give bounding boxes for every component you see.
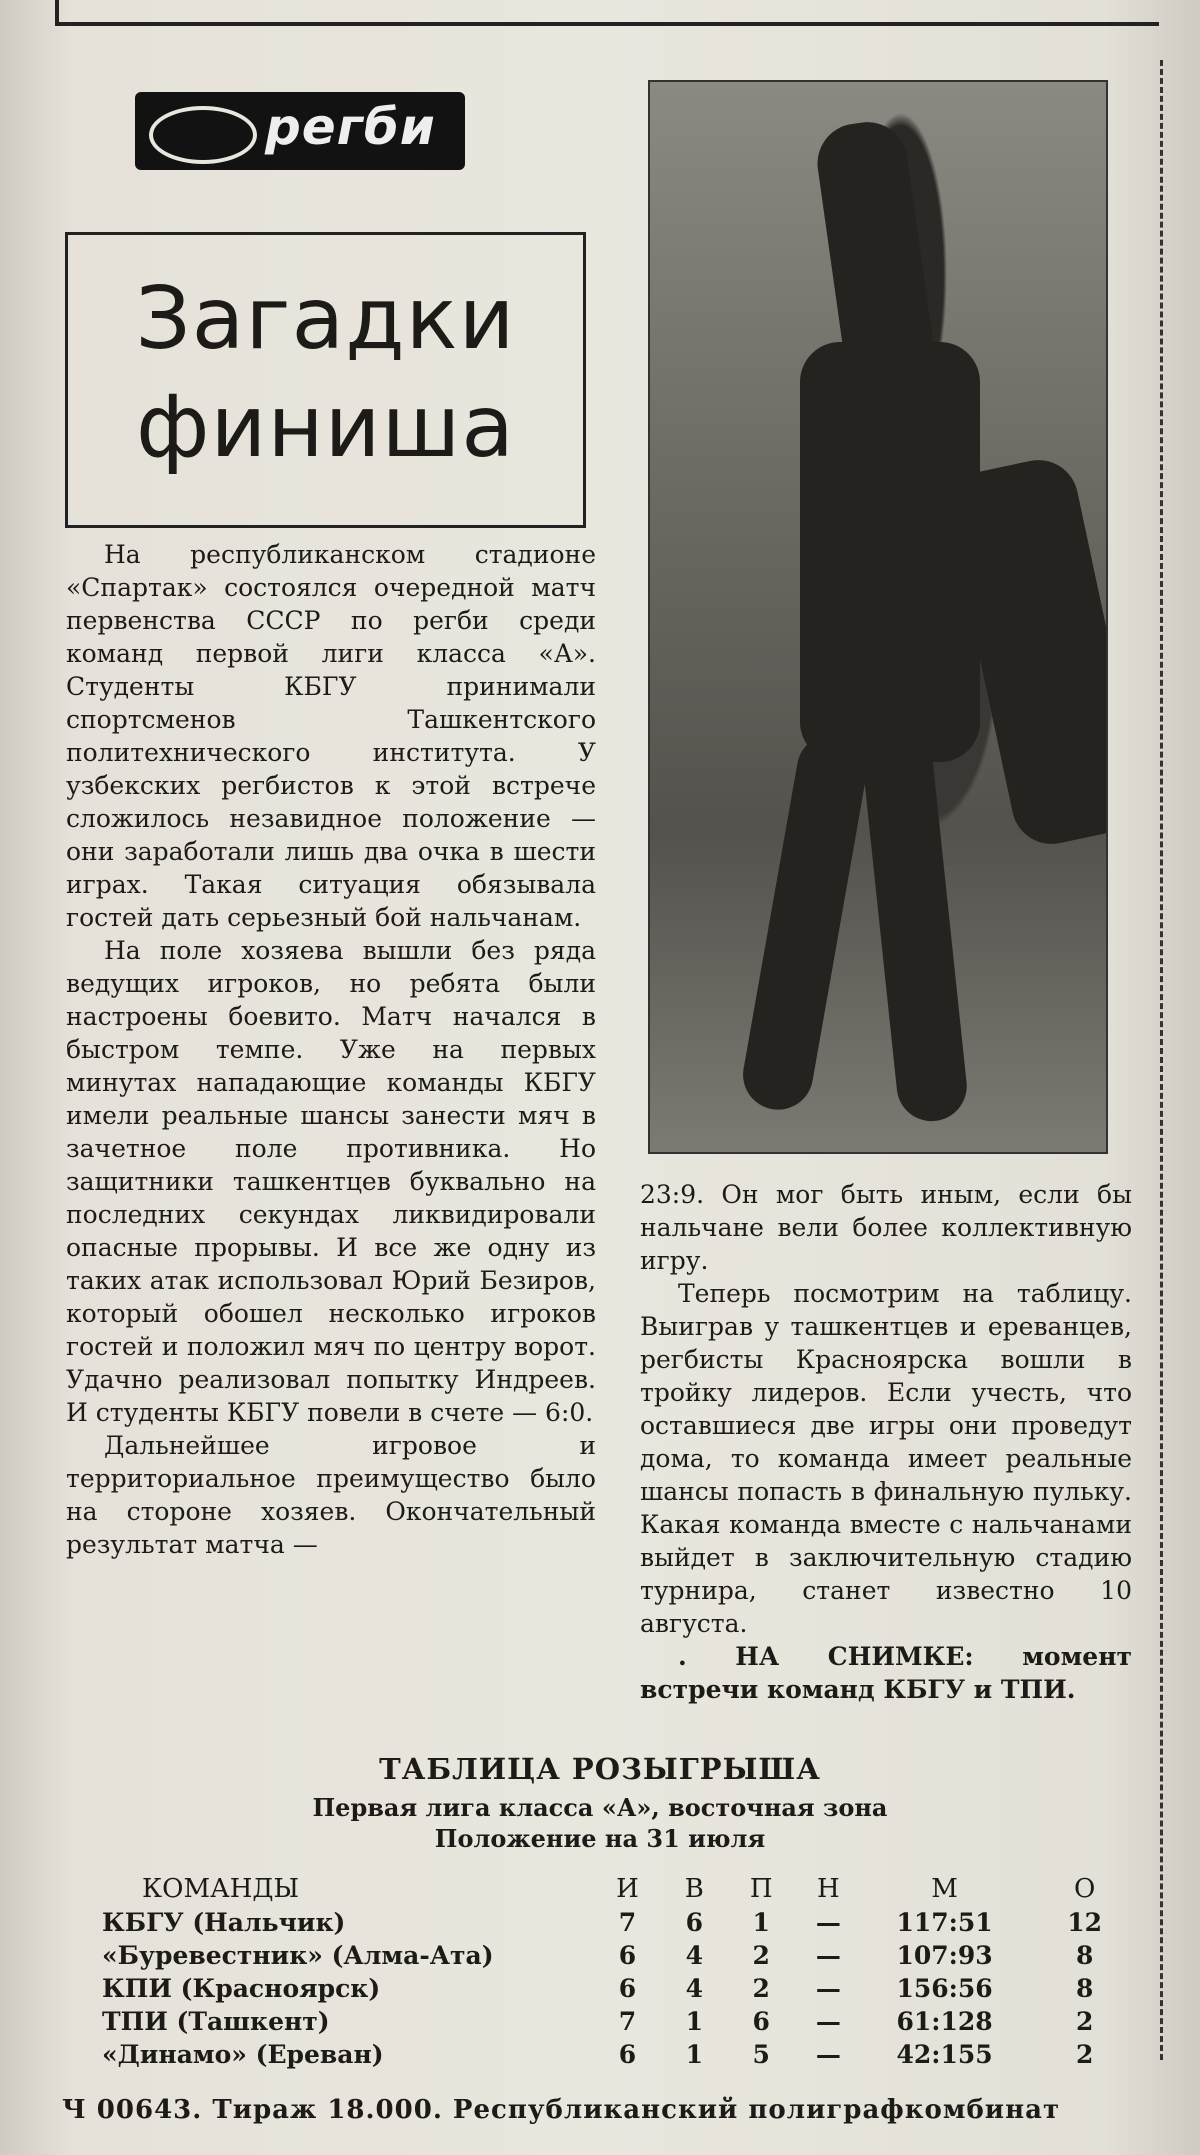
cell-points: 2: [1075, 2040, 1094, 2069]
cell-points: 2: [1075, 2007, 1094, 2036]
cell-won: 4: [685, 1974, 704, 2003]
cell-lost: 6: [752, 2007, 770, 2036]
cell-played: 7: [618, 2007, 637, 2036]
imprint-footer: Ч 00643. Тираж 18.000. Республиканский полиграфкомбинат: [62, 2095, 1061, 2125]
cell-lost: 2: [752, 1941, 770, 1970]
rugby-ball-icon: [149, 106, 257, 164]
cell-won: 1: [685, 2040, 704, 2069]
rubric-word: регби: [265, 98, 436, 156]
team-name: ТПИ (Ташкент): [102, 2007, 330, 2036]
table-title: ТАБЛИЦА РОЗЫГРЫША: [379, 1752, 821, 1786]
cell-points: 12: [1067, 1908, 1103, 1937]
rubric-logo: [135, 92, 465, 170]
headline: [68, 265, 583, 481]
cell-score: 117:51: [896, 1908, 993, 1937]
table-row: [102, 1906, 1142, 1939]
header-lost: П: [749, 1874, 773, 1904]
cell-lost: 5: [752, 2040, 770, 2069]
header-won: В: [684, 1874, 704, 1904]
photo-figure-leg-left: [738, 729, 873, 1115]
cell-drawn: —: [815, 1908, 841, 1937]
cell-played: 6: [618, 1974, 637, 2003]
team-name: «Динамо» (Ереван): [102, 2040, 384, 2069]
team-name: КБГУ (Нальчик): [102, 1908, 346, 1937]
table-subtitle: Первая лига класса «А», восточная зона: [312, 1793, 888, 1822]
header-points: О: [1073, 1874, 1096, 1904]
team-name: КПИ (Красноярск): [102, 1974, 381, 2003]
standings-table: [102, 1872, 1142, 2071]
cell-drawn: —: [815, 1974, 841, 2003]
cell-lost: 1: [752, 1908, 770, 1937]
photo-figure-body: [800, 342, 980, 762]
article-paragraph: Теперь посмотрим на таблицу. Выиграв у ташкентцев и ереванцев, регбисты Красноярска вошли в тройку лидеров. Если учесть, что оставшиеся две игры они проведут дома, то команда имеет реальные шансы попасть в финальную пульку. Какая команда вместе с нальчанами выйдет в заключительную стадию турнира, станет известно 10 августа.: [640, 1279, 1132, 1638]
cell-won: 4: [685, 1941, 704, 1970]
article-paragraph: На республиканском стадионе «Спартак» состоялся очередной матч первенства СССР по регби среди команд первой лиги класса «А». Студенты КБГУ принимали спортсменов Ташкентского политехнического института. У узбекских регбистов к этой встрече сложилось незавидное положение — они заработали лишь два очка в шести играх. Такая ситуация обязывала гостей дать серьезный бой нальчанам.: [66, 540, 596, 932]
table-row: [102, 2005, 1142, 2038]
cell-score: 61:128: [896, 2007, 993, 2036]
cell-won: 1: [685, 2007, 704, 2036]
photo-figure-leg-right: [860, 729, 970, 1124]
headline-line-1: Загадки: [135, 269, 516, 369]
article-paragraph: 23:9. Он мог быть иным, если бы нальчане вели более коллективную игру.: [640, 1180, 1132, 1275]
headline-box: [65, 232, 586, 528]
cell-played: 6: [618, 2040, 637, 2069]
article-left-column: [66, 538, 596, 1561]
cell-score: 156:56: [896, 1974, 993, 2003]
cell-lost: 2: [752, 1974, 770, 2003]
match-photo: [648, 80, 1108, 1154]
cell-played: 7: [618, 1908, 637, 1937]
cell-played: 6: [618, 1941, 637, 1970]
table-date-line: Положение на 31 июля: [434, 1824, 766, 1853]
article-right-column: [640, 1178, 1132, 1706]
table-header-row: [102, 1872, 1142, 1906]
cell-won: 6: [685, 1908, 704, 1937]
header-points-diff: М: [931, 1874, 958, 1904]
table-row: [102, 1939, 1142, 1972]
cell-score: 42:155: [896, 2040, 993, 2069]
article-paragraph: Дальнейшее игровое и территориальное преимущество было на стороне хозяев. Окончательный результат матча —: [66, 1431, 596, 1559]
cell-drawn: —: [815, 2007, 841, 2036]
table-row: [102, 1972, 1142, 2005]
header-drawn: Н: [816, 1874, 840, 1904]
headline-line-2: финиша: [136, 377, 515, 477]
header-played: И: [616, 1874, 639, 1904]
cell-score: 107:93: [896, 1941, 993, 1970]
header-teams: КОМАНДЫ: [142, 1874, 300, 1904]
article-paragraph: На поле хозяева вышли без ряда ведущих игроков, но ребята были настроены боевито. Матч начался в быстром темпе. Уже на первых минутах нападающие команды КБГУ имели реальные шансы занести мяч в зачетное поле противника. Но защитники ташкентцев буквально на последних секундах ликвидировали опасные прорывы. И все же одну из таких атак использовал Юрий Безиров, который обошел несколько игроков гостей и положил мяч по центру ворот. Удачно реализовал попытку Индреев. И студенты КБГУ повели в счете — 6:0.: [66, 936, 596, 1427]
team-name: «Буревестник» (Алма-Ата): [102, 1941, 494, 1970]
top-border-rule: [55, 0, 1159, 26]
cell-points: 8: [1075, 1941, 1094, 1970]
table-row: [102, 2038, 1142, 2071]
cell-drawn: —: [815, 2040, 841, 2069]
photo-caption: . НА СНИМКЕ: момент встречи команд КБГУ и ТПИ.: [640, 1642, 1132, 1704]
cell-drawn: —: [815, 1941, 841, 1970]
cell-points: 8: [1075, 1974, 1094, 2003]
